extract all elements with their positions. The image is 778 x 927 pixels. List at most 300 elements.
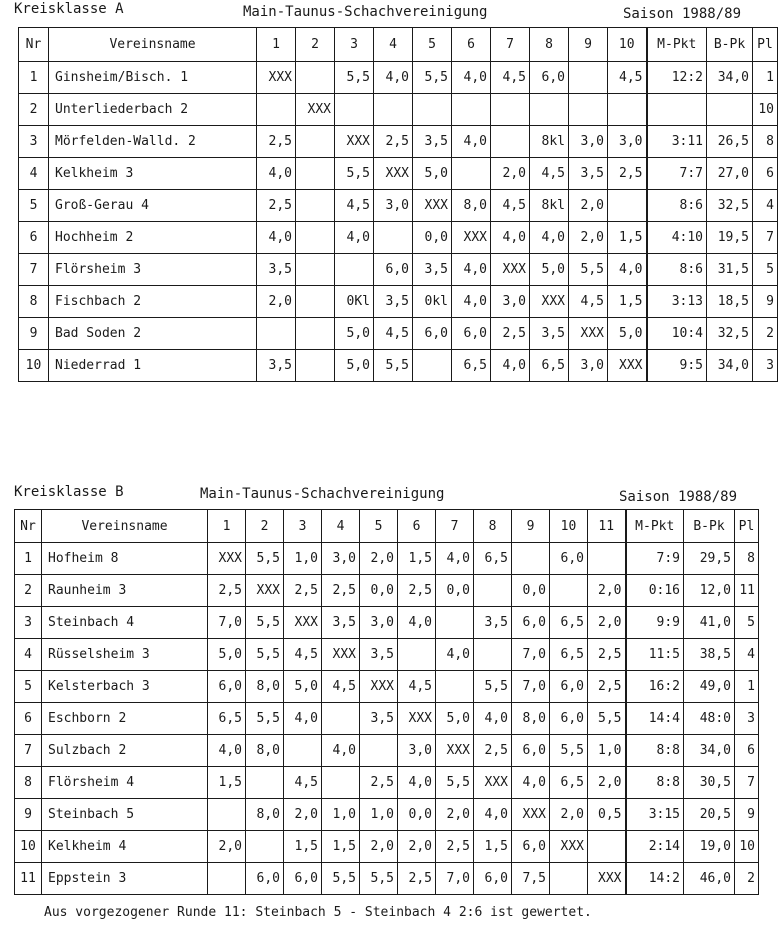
col-header-place: Pl bbox=[753, 28, 778, 62]
result-cell bbox=[398, 639, 436, 671]
result-cell: 3,0 bbox=[398, 735, 436, 767]
result-cell: 2,5 bbox=[436, 831, 474, 863]
result-cell: 1,5 bbox=[322, 831, 360, 863]
result-cell: 3,0 bbox=[322, 543, 360, 575]
result-cell: 4,0 bbox=[257, 222, 296, 254]
result-cell: 4,0 bbox=[398, 767, 436, 799]
result-cell: 5,0 bbox=[436, 703, 474, 735]
result-cell: 4,0 bbox=[374, 62, 413, 94]
result-cell: 2,0 bbox=[588, 575, 626, 607]
result-cell: 3,0 bbox=[608, 126, 647, 158]
result-cell: 2,5 bbox=[608, 158, 647, 190]
row-number: 11 bbox=[15, 863, 42, 895]
result-cell: 5,0 bbox=[530, 254, 569, 286]
match-points: 2:14 bbox=[626, 831, 684, 863]
standings-table-a bbox=[18, 27, 778, 382]
result-cell: 4,0 bbox=[474, 799, 512, 831]
result-cell: XXX bbox=[284, 607, 322, 639]
table-row bbox=[19, 190, 778, 222]
board-points: 41,0 bbox=[684, 607, 735, 639]
result-cell: 5,5 bbox=[246, 607, 284, 639]
result-cell bbox=[257, 94, 296, 126]
result-cell bbox=[257, 318, 296, 350]
col-header-opponent: 4 bbox=[322, 510, 360, 543]
row-number: 2 bbox=[15, 575, 42, 607]
result-cell: 5,5 bbox=[413, 62, 452, 94]
footer-note: Aus vorgezogener Runde 11: Steinbach 5 - Steinbach 4 2:6 ist gewertet. bbox=[44, 905, 592, 920]
result-cell bbox=[413, 350, 452, 382]
result-cell: 2,5 bbox=[491, 318, 530, 350]
table-row bbox=[15, 543, 759, 575]
col-header-opponent: 7 bbox=[491, 28, 530, 62]
result-cell: 0,0 bbox=[512, 575, 550, 607]
result-cell: 1,0 bbox=[322, 799, 360, 831]
board-points: 18,5 bbox=[707, 286, 753, 318]
result-cell: 5,5 bbox=[436, 767, 474, 799]
result-cell bbox=[208, 799, 246, 831]
result-cell bbox=[360, 735, 398, 767]
result-cell: 2,5 bbox=[374, 126, 413, 158]
team-name: Steinbach 4 bbox=[42, 607, 208, 639]
place: 9 bbox=[753, 286, 778, 318]
result-cell: 6,0 bbox=[413, 318, 452, 350]
result-cell: 4,0 bbox=[398, 607, 436, 639]
result-cell bbox=[608, 94, 647, 126]
result-cell: 8,0 bbox=[512, 703, 550, 735]
team-name: Raunheim 3 bbox=[42, 575, 208, 607]
result-cell: XXX bbox=[257, 62, 296, 94]
result-cell bbox=[296, 286, 335, 318]
row-number: 9 bbox=[19, 318, 49, 350]
match-points: 3:11 bbox=[647, 126, 707, 158]
result-cell: 2,0 bbox=[398, 831, 436, 863]
match-points: 7:7 bbox=[647, 158, 707, 190]
result-cell: 4,0 bbox=[322, 735, 360, 767]
place: 6 bbox=[753, 158, 778, 190]
result-cell: 8,0 bbox=[246, 671, 284, 703]
result-cell: 6,5 bbox=[550, 767, 588, 799]
board-points: 48:0 bbox=[684, 703, 735, 735]
result-cell: 4,0 bbox=[491, 350, 530, 382]
team-name: Sulzbach 2 bbox=[42, 735, 208, 767]
result-cell: 1,5 bbox=[608, 286, 647, 318]
result-cell: 6,0 bbox=[512, 831, 550, 863]
result-cell: 2,5 bbox=[322, 575, 360, 607]
board-points bbox=[707, 94, 753, 126]
result-cell bbox=[512, 543, 550, 575]
result-cell: 3,5 bbox=[569, 158, 608, 190]
result-cell: XXX bbox=[530, 286, 569, 318]
match-points: 16:2 bbox=[626, 671, 684, 703]
place: 6 bbox=[735, 735, 759, 767]
result-cell: 8kl bbox=[530, 190, 569, 222]
board-points: 38,5 bbox=[684, 639, 735, 671]
result-cell: 2,5 bbox=[257, 190, 296, 222]
board-points: 19,5 bbox=[707, 222, 753, 254]
table-row bbox=[15, 767, 759, 799]
result-cell bbox=[246, 767, 284, 799]
result-cell: 3,5 bbox=[257, 254, 296, 286]
table-row bbox=[19, 350, 778, 382]
result-cell: 2,0 bbox=[360, 831, 398, 863]
place: 10 bbox=[753, 94, 778, 126]
team-name: Groß-Gerau 4 bbox=[49, 190, 257, 222]
result-cell: 4,5 bbox=[608, 62, 647, 94]
result-cell: 6,0 bbox=[530, 62, 569, 94]
board-points: 31,5 bbox=[707, 254, 753, 286]
table-row bbox=[15, 863, 759, 895]
place: 10 bbox=[735, 831, 759, 863]
col-header-opponent: 10 bbox=[608, 28, 647, 62]
team-name: Eppstein 3 bbox=[42, 863, 208, 895]
result-cell: 6,0 bbox=[246, 863, 284, 895]
board-points: 32,5 bbox=[707, 318, 753, 350]
table-row bbox=[15, 703, 759, 735]
result-cell bbox=[296, 222, 335, 254]
team-name: Niederrad 1 bbox=[49, 350, 257, 382]
result-cell: 6,5 bbox=[550, 639, 588, 671]
result-cell bbox=[491, 94, 530, 126]
result-cell: 7,0 bbox=[512, 671, 550, 703]
result-cell: XXX bbox=[550, 831, 588, 863]
row-number: 3 bbox=[15, 607, 42, 639]
result-cell: 0,0 bbox=[360, 575, 398, 607]
row-number: 8 bbox=[19, 286, 49, 318]
match-points: 8:8 bbox=[626, 767, 684, 799]
row-number: 6 bbox=[19, 222, 49, 254]
result-cell: XXX bbox=[374, 158, 413, 190]
result-cell: 5,5 bbox=[246, 639, 284, 671]
match-points: 12:2 bbox=[647, 62, 707, 94]
table-row bbox=[15, 639, 759, 671]
board-points: 20,5 bbox=[684, 799, 735, 831]
table-row bbox=[15, 799, 759, 831]
result-cell: 6,5 bbox=[208, 703, 246, 735]
result-cell: 1,0 bbox=[284, 543, 322, 575]
match-points: 3:13 bbox=[647, 286, 707, 318]
result-cell: 2,0 bbox=[569, 222, 608, 254]
row-number: 10 bbox=[15, 831, 42, 863]
row-number: 5 bbox=[19, 190, 49, 222]
match-points: 8:8 bbox=[626, 735, 684, 767]
result-cell: XXX bbox=[588, 863, 626, 895]
result-cell bbox=[246, 831, 284, 863]
result-cell bbox=[374, 222, 413, 254]
row-number: 8 bbox=[15, 767, 42, 799]
place: 1 bbox=[735, 671, 759, 703]
result-cell bbox=[588, 543, 626, 575]
place: 5 bbox=[735, 607, 759, 639]
team-name: Mörfelden-Walld. 2 bbox=[49, 126, 257, 158]
result-cell: 8,0 bbox=[246, 799, 284, 831]
col-header-board-points: B-Pk bbox=[707, 28, 753, 62]
col-header-opponent: 8 bbox=[474, 510, 512, 543]
col-header-opponent: 7 bbox=[436, 510, 474, 543]
result-cell bbox=[569, 62, 608, 94]
place: 8 bbox=[753, 126, 778, 158]
result-cell: 5,5 bbox=[569, 254, 608, 286]
result-cell bbox=[413, 94, 452, 126]
board-points: 34,0 bbox=[707, 62, 753, 94]
result-cell: 2,5 bbox=[588, 639, 626, 671]
result-cell: 1,5 bbox=[208, 767, 246, 799]
result-cell: 8,0 bbox=[246, 735, 284, 767]
result-cell: 0,0 bbox=[436, 575, 474, 607]
row-number: 4 bbox=[19, 158, 49, 190]
team-name: Rüsselsheim 3 bbox=[42, 639, 208, 671]
result-cell: 5,5 bbox=[474, 671, 512, 703]
board-points: 26,5 bbox=[707, 126, 753, 158]
row-number: 2 bbox=[19, 94, 49, 126]
result-cell: XXX bbox=[335, 126, 374, 158]
result-cell: 2,5 bbox=[398, 863, 436, 895]
row-number: 4 bbox=[15, 639, 42, 671]
result-cell bbox=[296, 62, 335, 94]
result-cell: 5,0 bbox=[208, 639, 246, 671]
col-header-opponent: 9 bbox=[569, 28, 608, 62]
result-cell: 2,5 bbox=[588, 671, 626, 703]
place: 5 bbox=[753, 254, 778, 286]
result-cell: 3,5 bbox=[413, 254, 452, 286]
result-cell bbox=[452, 158, 491, 190]
result-cell: XXX bbox=[246, 575, 284, 607]
team-name: Kelkheim 3 bbox=[49, 158, 257, 190]
result-cell: 4,5 bbox=[284, 767, 322, 799]
table-row bbox=[15, 671, 759, 703]
col-header-opponent: 3 bbox=[335, 28, 374, 62]
result-cell: 5,0 bbox=[608, 318, 647, 350]
place: 3 bbox=[735, 703, 759, 735]
result-cell: XXX bbox=[322, 639, 360, 671]
result-cell: 5,5 bbox=[246, 703, 284, 735]
result-cell bbox=[335, 94, 374, 126]
table-row bbox=[19, 158, 778, 190]
row-number: 5 bbox=[15, 671, 42, 703]
result-cell: 3,5 bbox=[474, 607, 512, 639]
result-cell: 2,0 bbox=[588, 767, 626, 799]
result-cell: 3,0 bbox=[360, 607, 398, 639]
col-header-opponent: 6 bbox=[398, 510, 436, 543]
match-points: 8:6 bbox=[647, 190, 707, 222]
result-cell: 6,0 bbox=[512, 607, 550, 639]
board-points: 32,5 bbox=[707, 190, 753, 222]
result-cell: 6,0 bbox=[284, 863, 322, 895]
result-cell bbox=[322, 767, 360, 799]
result-cell: 4,5 bbox=[569, 286, 608, 318]
result-cell: XXX bbox=[360, 671, 398, 703]
team-name: Fischbach 2 bbox=[49, 286, 257, 318]
team-name: Ginsheim/Bisch. 1 bbox=[49, 62, 257, 94]
league-title-a: Kreisklasse A bbox=[14, 1, 124, 17]
result-cell: 5,5 bbox=[588, 703, 626, 735]
table-row bbox=[19, 318, 778, 350]
association-title-a: Main-Taunus-Schachvereinigung bbox=[243, 4, 488, 20]
result-cell bbox=[296, 350, 335, 382]
table-header-row bbox=[15, 510, 759, 543]
result-cell: XXX bbox=[208, 543, 246, 575]
result-cell bbox=[208, 863, 246, 895]
table-row bbox=[19, 286, 778, 318]
team-name: Bad Soden 2 bbox=[49, 318, 257, 350]
match-points: 14:4 bbox=[626, 703, 684, 735]
result-cell: 2,5 bbox=[208, 575, 246, 607]
result-cell bbox=[322, 703, 360, 735]
result-cell bbox=[436, 607, 474, 639]
result-cell: XXX bbox=[413, 190, 452, 222]
result-cell: 2,5 bbox=[398, 575, 436, 607]
result-cell: 1,5 bbox=[474, 831, 512, 863]
result-cell: 3,0 bbox=[374, 190, 413, 222]
row-number: 7 bbox=[19, 254, 49, 286]
result-cell bbox=[474, 639, 512, 671]
result-cell: 6,0 bbox=[550, 671, 588, 703]
place: 7 bbox=[753, 222, 778, 254]
result-cell: 2,0 bbox=[569, 190, 608, 222]
result-cell: 5,5 bbox=[374, 350, 413, 382]
col-header-opponent: 3 bbox=[284, 510, 322, 543]
result-cell: 2,5 bbox=[474, 735, 512, 767]
result-cell: 4,0 bbox=[436, 543, 474, 575]
col-header-opponent: 1 bbox=[257, 28, 296, 62]
result-cell: 1,0 bbox=[360, 799, 398, 831]
result-cell: 4,0 bbox=[452, 126, 491, 158]
board-points: 34,0 bbox=[684, 735, 735, 767]
place: 7 bbox=[735, 767, 759, 799]
result-cell bbox=[296, 126, 335, 158]
result-cell: 5,0 bbox=[413, 158, 452, 190]
board-points: 29,5 bbox=[684, 543, 735, 575]
league-title-b: Kreisklasse B bbox=[14, 484, 124, 500]
col-header-opponent: 9 bbox=[512, 510, 550, 543]
col-header-opponent: 10 bbox=[550, 510, 588, 543]
match-points: 9:5 bbox=[647, 350, 707, 382]
result-cell: 6,5 bbox=[474, 543, 512, 575]
col-header-opponent: 6 bbox=[452, 28, 491, 62]
result-cell: 8,0 bbox=[452, 190, 491, 222]
table-row bbox=[19, 254, 778, 286]
result-cell: 2,5 bbox=[257, 126, 296, 158]
board-points: 34,0 bbox=[707, 350, 753, 382]
result-cell: 5,5 bbox=[335, 62, 374, 94]
result-cell: 4,0 bbox=[436, 639, 474, 671]
row-number: 7 bbox=[15, 735, 42, 767]
team-name: Kelsterbach 3 bbox=[42, 671, 208, 703]
result-cell: 4,5 bbox=[322, 671, 360, 703]
table-row bbox=[15, 607, 759, 639]
col-header-name: Vereinsname bbox=[42, 510, 208, 543]
team-name: Steinbach 5 bbox=[42, 799, 208, 831]
result-cell: 4,0 bbox=[452, 62, 491, 94]
result-cell: 7,0 bbox=[512, 639, 550, 671]
result-cell: 6,0 bbox=[550, 543, 588, 575]
result-cell bbox=[296, 318, 335, 350]
result-cell bbox=[296, 190, 335, 222]
result-cell: 5,5 bbox=[246, 543, 284, 575]
team-name: Kelkheim 4 bbox=[42, 831, 208, 863]
result-cell: 3,0 bbox=[491, 286, 530, 318]
col-header-name: Vereinsname bbox=[49, 28, 257, 62]
result-cell: 6,0 bbox=[550, 703, 588, 735]
row-number: 6 bbox=[15, 703, 42, 735]
table-row bbox=[15, 575, 759, 607]
team-name: Hochheim 2 bbox=[49, 222, 257, 254]
result-cell: 3,5 bbox=[360, 639, 398, 671]
result-cell: 4,0 bbox=[335, 222, 374, 254]
result-cell: 3,5 bbox=[374, 286, 413, 318]
result-cell: 4,0 bbox=[208, 735, 246, 767]
match-points: 11:5 bbox=[626, 639, 684, 671]
result-cell bbox=[284, 735, 322, 767]
result-cell bbox=[474, 575, 512, 607]
match-points bbox=[647, 94, 707, 126]
result-cell: 2,0 bbox=[588, 607, 626, 639]
result-cell: 7,0 bbox=[436, 863, 474, 895]
result-cell: 4,0 bbox=[512, 767, 550, 799]
result-cell: 4,5 bbox=[491, 190, 530, 222]
result-cell: XXX bbox=[474, 767, 512, 799]
result-cell: 4,5 bbox=[335, 190, 374, 222]
result-cell: 5,0 bbox=[335, 318, 374, 350]
col-header-opponent: 1 bbox=[208, 510, 246, 543]
result-cell: XXX bbox=[452, 222, 491, 254]
season-b: Saison 1988/89 bbox=[619, 489, 738, 505]
result-cell: 5,0 bbox=[284, 671, 322, 703]
result-cell bbox=[588, 831, 626, 863]
place: 2 bbox=[735, 863, 759, 895]
board-points: 49,0 bbox=[684, 671, 735, 703]
result-cell bbox=[569, 94, 608, 126]
result-cell: 0,0 bbox=[398, 799, 436, 831]
season-a: Saison 1988/89 bbox=[623, 6, 742, 22]
match-points: 9:9 bbox=[626, 607, 684, 639]
result-cell: 3,0 bbox=[569, 126, 608, 158]
col-header-opponent: 5 bbox=[360, 510, 398, 543]
place: 3 bbox=[753, 350, 778, 382]
result-cell: XXX bbox=[512, 799, 550, 831]
row-number: 3 bbox=[19, 126, 49, 158]
row-number: 10 bbox=[19, 350, 49, 382]
match-points: 0:16 bbox=[626, 575, 684, 607]
board-points: 19,0 bbox=[684, 831, 735, 863]
result-cell: 0Kl bbox=[335, 286, 374, 318]
board-points: 46,0 bbox=[684, 863, 735, 895]
result-cell: 4,0 bbox=[474, 703, 512, 735]
col-header-match-points: M-Pkt bbox=[626, 510, 684, 543]
result-cell: 2,0 bbox=[360, 543, 398, 575]
result-cell: 8kl bbox=[530, 126, 569, 158]
result-cell: XXX bbox=[296, 94, 335, 126]
place: 8 bbox=[735, 543, 759, 575]
col-header-nr: Nr bbox=[15, 510, 42, 543]
result-cell: 3,5 bbox=[530, 318, 569, 350]
match-points: 3:15 bbox=[626, 799, 684, 831]
result-cell: 2,0 bbox=[550, 799, 588, 831]
result-cell bbox=[335, 254, 374, 286]
result-cell: 3,5 bbox=[360, 703, 398, 735]
result-cell: XXX bbox=[569, 318, 608, 350]
result-cell bbox=[608, 190, 647, 222]
association-title-b: Main-Taunus-Schachvereinigung bbox=[200, 486, 445, 502]
board-points: 27,0 bbox=[707, 158, 753, 190]
result-cell: 6,5 bbox=[452, 350, 491, 382]
result-cell: 1,5 bbox=[284, 831, 322, 863]
col-header-opponent: 4 bbox=[374, 28, 413, 62]
standings-table-b bbox=[14, 509, 759, 895]
result-cell: 4,0 bbox=[608, 254, 647, 286]
result-cell: 1,5 bbox=[398, 543, 436, 575]
row-number: 1 bbox=[19, 62, 49, 94]
result-cell: 2,0 bbox=[284, 799, 322, 831]
